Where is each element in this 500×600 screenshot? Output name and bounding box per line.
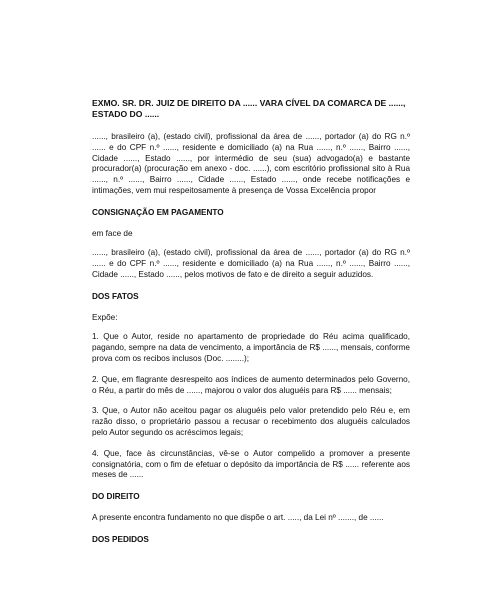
fact-3: 3. Que, o Autor não aceitou pagar os aluguéis pelo valor pretendido pelo Réu e, em razão disso, o proprietário passou a recusar o recebimento dos aluguéis calculados pelo Autor segundo os acréscimos legais; <box>92 406 410 437</box>
heading-dos-pedidos: DOS PEDIDOS <box>92 534 149 544</box>
fact-2: 2. Que, em flagrante desrespeito aos índices de aumento determinados pelo Governo, o Réu, a partir do mês de ......, majorou o valor dos aluguéis para R$ ...... mensais; <box>92 374 410 395</box>
em-face-de: em face de <box>92 228 133 238</box>
expoe-label: Expõe: <box>92 312 118 322</box>
document-body <box>92 98 410 556</box>
heading-consignacao: CONSIGNAÇÃO EM PAGAMENTO <box>92 207 224 217</box>
fact-4: 4. Que, face às circunstâncias, vê-se o Autor compelido a promover a presente consignatória, com o fim de efetuar o depósito da importância de R$ ...... referente aos meses de ...... <box>92 448 410 480</box>
heading-dos-fatos: DOS FATOS <box>92 291 139 301</box>
fact-1: 1. Que o Autor, reside no apartamento de propriedade do Réu acima qualificado, pagando, sempre na data de vencimento, a importância de R$ ......, mensais, conforme prova com os recibos inclusos (Doc. ........); <box>92 332 410 363</box>
plaintiff-qualification: ......, brasileiro (a), (estado civil), profissional da área de ......, portador (a) do RG n.º ...... e do CPF n.º ......, residente e domiciliado (a) na Rua ......, n.º ......, Bairro ......, Cidade ......, Estado ......, por intermédio de seu (sua) advogado(a) e bastante procurador(a) (procuração em anexo - doc. ......), com escritório profissional sito à Rua ......, n.º ......, Bairro ......, Cidade ......, Estado ......, onde recebe notificações e intimações, vem mui respeitosamente à presença de Vossa Excelência propor <box>92 132 410 195</box>
document-title: EXMO. SR. DR. JUIZ DE DIREITO DA ...... VARA CÍVEL DA COMARCA DE ......, ESTADO DO ...... <box>92 98 406 119</box>
direito-paragraph: A presente encontra fundamento no que dispõe o art. ....., da Lei nº ......., de ...... <box>92 512 384 522</box>
defendant-qualification: ......, brasileiro (a), (estado civil), profissional da área de ......, portador (a) do RG n.º ...... e do CPF n.º ......, residente e domiciliado (a) na Rua ......, n.º ......, Bairro ......, Cidade ......, Estado ......, pelos motivos de fato e de direito a seguir aduzidos. <box>92 248 410 279</box>
heading-do-direito: DO DIREITO <box>92 492 140 502</box>
